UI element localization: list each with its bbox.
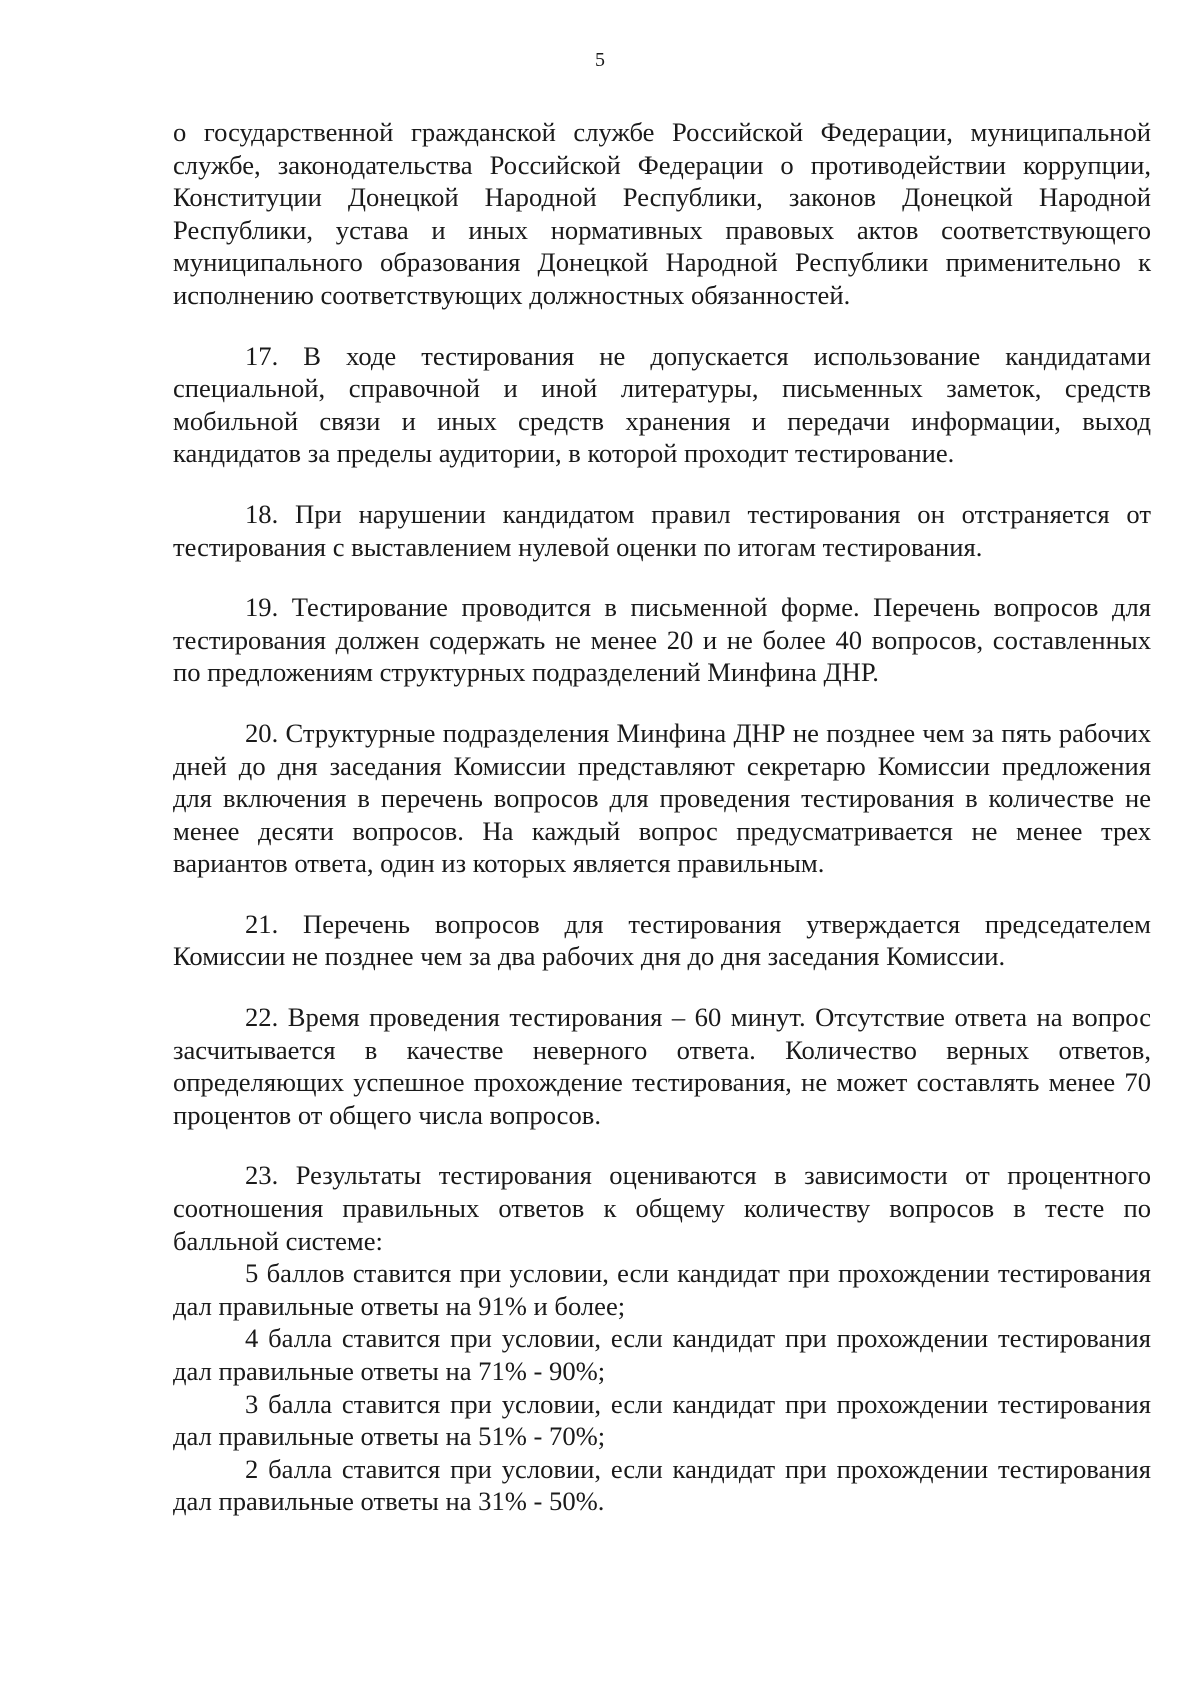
paragraph-21: 21. Перечень вопросов для тестирования утверждается председателем Комиссии не позднее чем за два рабочих дня до дня заседания Комиссии.	[173, 908, 1151, 972]
paragraph-continuation: о государственной гражданской службе Российской Федерации, муниципальной службе, законодательства Российской Федерации о противодействии коррупции, Конституции Донецкой Народной Республики, законов Донецкой Народной Республики, устава и иных нормативных правовых актов соответствующего муниципального образования Донецкой Народной Республики применительно к исполнению соответствующих должностных обязанностей.	[173, 117, 1151, 310]
page-number: 5	[595, 49, 605, 71]
paragraph-23: 23. Результаты тестирования оцениваются в зависимости от процентного соотношения правильных ответов к общему количеству вопросов в тесте по балльной системе:	[173, 1160, 1151, 1256]
paragraph-22: 22. Время проведения тестирования – 60 минут. Отсутствие ответа на вопрос засчитывается в качестве неверного ответа. Количество верных ответов, определяющих успешное прохождение тестирования, не может составлять менее 70 процентов от общего числа вопросов.	[173, 1002, 1151, 1130]
paragraph-19: 19. Тестирование проводится в письменной форме. Перечень вопросов для тестирования должен содержать не менее 20 и не более 40 вопросов, составленных по предложениям структурных подразделений Минфина ДНР.	[173, 592, 1151, 688]
paragraph-17: 17. В ходе тестирования не допускается использование кандидатами специальной, справочной и иной литературы, письменных заметок, средств мобильной связи и иных средств хранения и передачи информации, выход кандидатов за пределы аудитории, в которой проходит тестирование.	[173, 340, 1151, 469]
paragraph-18: 18. При нарушении кандидатом правил тестирования он отстраняется от тестирования с выставлением нулевой оценки по итогам тестирования.	[173, 498, 1151, 562]
score-5-item: 5 баллов ставится при условии, если кандидат при прохождении тестирования дал правильные ответы на 91% и более;	[173, 1258, 1151, 1321]
score-4-item: 4 балла ставится при условии, если кандидат при прохождении тестирования дал правильные ответы на 71% - 90%;	[173, 1323, 1151, 1386]
score-3-item: 3 балла ставится при условии, если кандидат при прохождении тестирования дал правильные ответы на 51% - 70%;	[173, 1388, 1151, 1452]
score-2-item: 2 балла ставится при условии, если кандидат при прохождении тестирования дал правильные ответы на 31% - 50%.	[173, 1453, 1151, 1517]
document-body	[173, 116, 1151, 1518]
paragraph-20: 20. Структурные подразделения Минфина ДНР не позднее чем за пять рабочих дней до дня заседания Комиссии представляют секретарю Комиссии предложения для включения в перечень вопросов для проведения тестирования в количестве не менее десяти вопросов. На каждый вопрос предусматривается не менее трех вариантов ответа, один из которых является правильным.	[173, 717, 1151, 879]
